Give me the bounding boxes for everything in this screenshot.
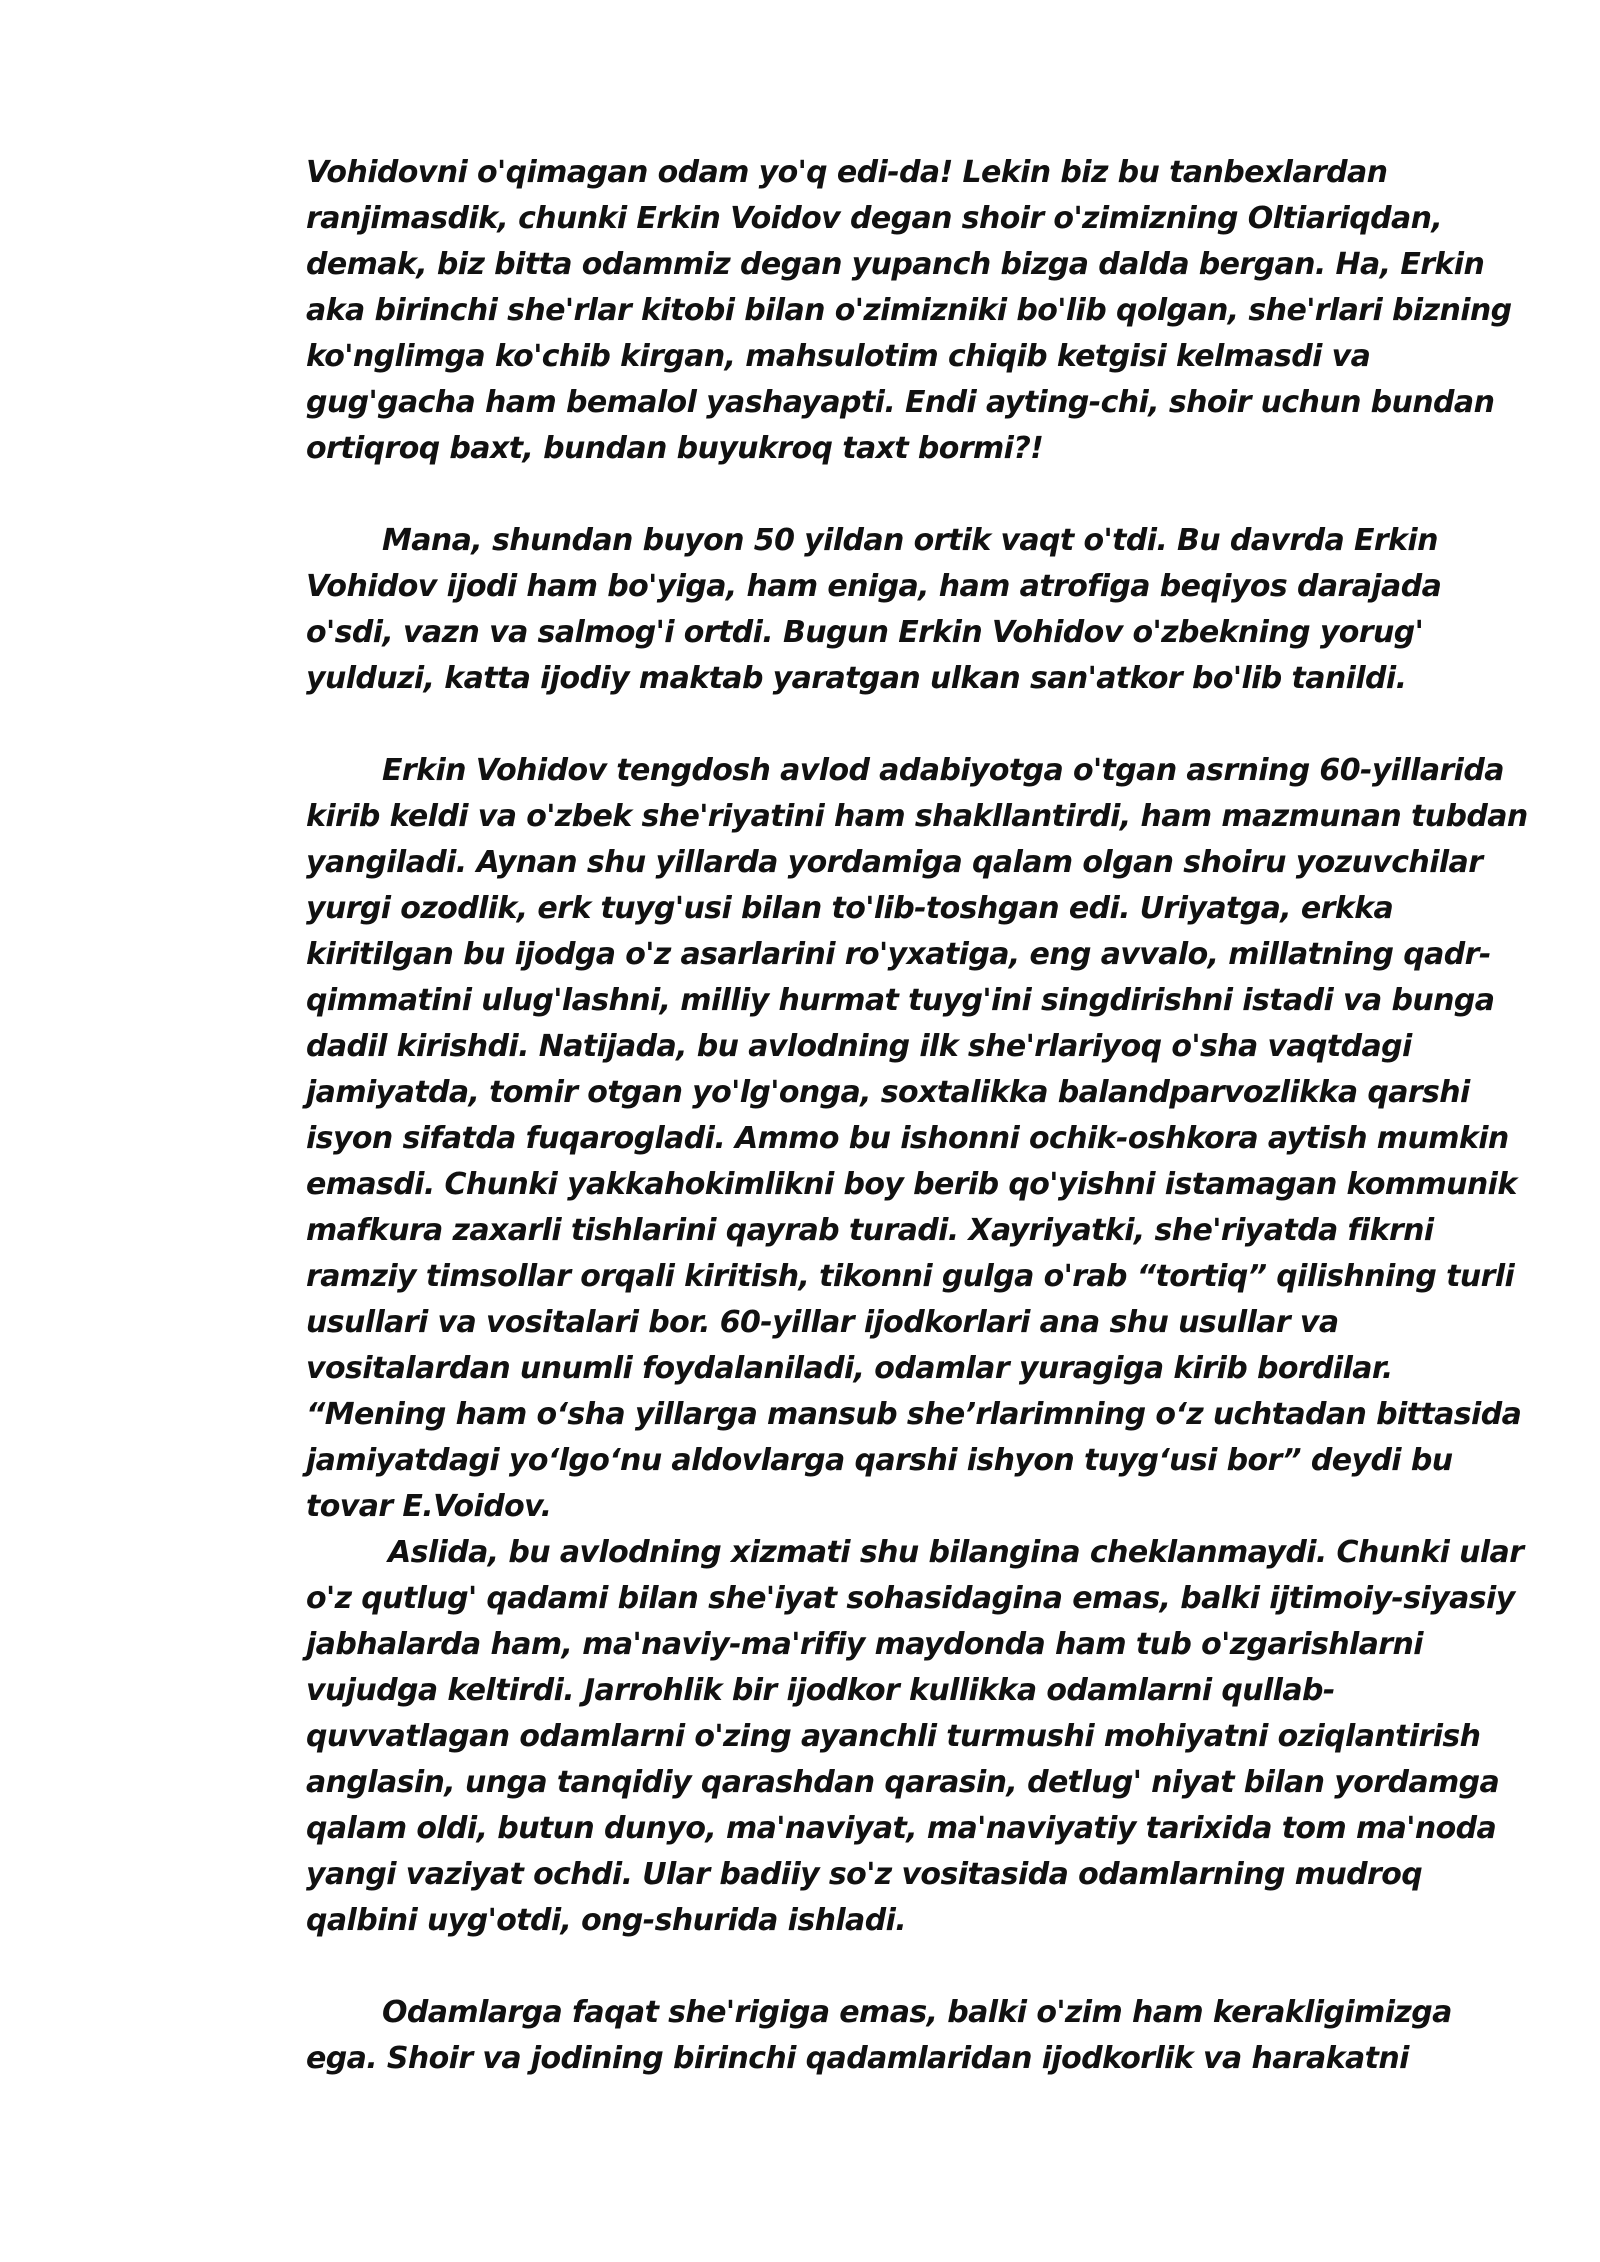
text-line: Odamlarga faqat she'rigiga emas, balki o'zim ham kerakligimizga xyxy=(382,1995,1452,2030)
text-line: aka birinchi she'rlar kitobi bilan o'zimizniki bo'lib qolgan, she'rlari bizning xyxy=(306,293,1512,328)
text-line: o'z qutlug' qadami bilan she'iyat sohasidagina emas, balki ijtimoiy-siyasiy xyxy=(306,1581,1515,1616)
text-line: isyon sifatda fuqarogladi. Ammo bu ishonni ochik-oshkora aytish mumkin xyxy=(306,1121,1509,1156)
text-line: tovar E.Voidov. xyxy=(306,1489,552,1524)
text-line: vujudga keltirdi. Jarrohlik bir ijodkor kullikka odamlarni qullab- xyxy=(306,1673,1335,1708)
text-line: quvvatlagan odamlarni o'zing ayanchli turmushi mohiyatni oziqlantirish xyxy=(306,1719,1481,1754)
text-line: Mana, shundan buyon 50 yildan ortik vaqt o'tdi. Bu davrda Erkin xyxy=(382,523,1438,558)
text-line: anglasin, unga tanqidiy qarashdan qarasin, detlug' niyat bilan yordamga xyxy=(306,1765,1500,1800)
text-line: Vohidov ijodi ham bo'yiga, ham eniga, ham atrofiga beqiyos darajada xyxy=(306,569,1442,604)
paragraph xyxy=(306,518,1486,702)
paragraph xyxy=(306,150,1512,472)
text-line: ortiqroq baxt, bundan buyukroq taxt bormi?! xyxy=(306,431,1044,466)
text-line: usullari va vositalari bor. 60-yillar ijodkorlari ana shu usullar va xyxy=(306,1305,1339,1340)
text-line: qalbini uyg'otdi, ong-shurida ishladi. xyxy=(306,1903,907,1938)
text-line: vositalardan unumli foydalaniladi, odamlar yuragiga kirib bordilar. xyxy=(306,1351,1393,1386)
text-line: Erkin Vohidov tengdosh avlod adabiyotga o'tgan asrning 60-yillarida xyxy=(382,753,1504,788)
text-line: ko'nglimga ko'chib kirgan, mahsulotim chiqib ketgisi kelmasdi va xyxy=(306,339,1371,374)
text-line: jamiyatda, tomir otgan yo'lg'onga, soxtalikka balandparvozlikka qarshi xyxy=(306,1075,1470,1110)
text-line: kirib keldi va o'zbek she'riyatini ham shakllantirdi, ham mazmunan tubdan xyxy=(306,799,1528,834)
text-line: yangi vaziyat ochdi. Ular badiiy so'z vositasida odamlarning mudroq xyxy=(306,1857,1423,1892)
text-line: kiritilgan bu ijodga o'z asarlarini ro'yxatiga, eng avvalo, millatning qadr- xyxy=(306,937,1491,972)
text-line: qimmatini ulug'lashni, milliy hurmat tuyg'ini singdirishni istadi va bunga xyxy=(306,983,1495,1018)
text-line: ega. Shoir va jodining birinchi qadamlaridan ijodkorlik va harakatni xyxy=(306,2041,1409,2076)
text-line: mafkura zaxarli tishlarini qayrab turadi. Xayriyatki, she'riyatda fikrni xyxy=(306,1213,1434,1248)
text-line: qalam oldi, butun dunyo, ma'naviyat, ma'naviyatiy tarixida tom ma'noda xyxy=(306,1811,1497,1846)
text-line: ramziy timsollar orqali kiritish, tikonni gulga o'rab “tortiq” qilishning turli xyxy=(306,1259,1515,1294)
text-line: jamiyatdagi yo‘lgo‘nu aldovlarga qarshi ishyon tuyg‘usi bor” deydi bu xyxy=(306,1443,1453,1478)
text-line: jabhalarda ham, ma'naviy-ma'rifiy maydonda ham tub o'zgarishlarni xyxy=(306,1627,1423,1662)
text-line: Vohidovni o'qimagan odam yo'q edi-da! Lekin biz bu tanbexlardan xyxy=(306,155,1388,190)
text-line: yulduzi, katta ijodiy maktab yaratgan ulkan san'atkor bo'lib tanildi. xyxy=(306,661,1407,696)
text-line: o'sdi, vazn va salmog'i ortdi. Bugun Erkin Vohidov o'zbekning yorug' xyxy=(306,615,1424,650)
paragraph-spacer xyxy=(306,472,1486,518)
text-line: “Mening ham o‘sha yillarga mansub she’rlarimning o‘z uchtadan bittasida xyxy=(306,1397,1522,1432)
paragraph-spacer xyxy=(306,702,1486,748)
text-line: ranjimasdik, chunki Erkin Voidov degan shoir o'zimizning Oltiariqdan, xyxy=(306,201,1443,236)
text-line: yurgi ozodlik, erk tuyg'usi bilan to'lib-toshgan edi. Uriyatga, erkka xyxy=(306,891,1394,926)
paragraph xyxy=(306,748,1528,1530)
document-body xyxy=(306,150,1528,2082)
text-line: yangiladi. Aynan shu yillarda yordamiga qalam olgan shoiru yozuvchilar xyxy=(306,845,1483,880)
text-line: demak, biz bitta odammiz degan yupanch bizga dalda bergan. Ha, Erkin xyxy=(306,247,1485,282)
paragraph-spacer xyxy=(306,1944,1486,1990)
text-line: dadil kirishdi. Natijada, bu avlodning ilk she'rlariyoq o'sha vaqtdagi xyxy=(306,1029,1412,1064)
text-line: Aslida, bu avlodning xizmati shu bilangina cheklanmaydi. Chunki ular xyxy=(388,1535,1524,1570)
paragraph xyxy=(306,1990,1486,2082)
text-line: emasdi. Chunki yakkahokimlikni boy berib qo'yishni istamagan kommunik xyxy=(306,1167,1517,1202)
paragraph xyxy=(306,1530,1524,1944)
text-line: gug'gacha ham bemalol yashayapti. Endi ayting-chi, shoir uchun bundan xyxy=(306,385,1495,420)
